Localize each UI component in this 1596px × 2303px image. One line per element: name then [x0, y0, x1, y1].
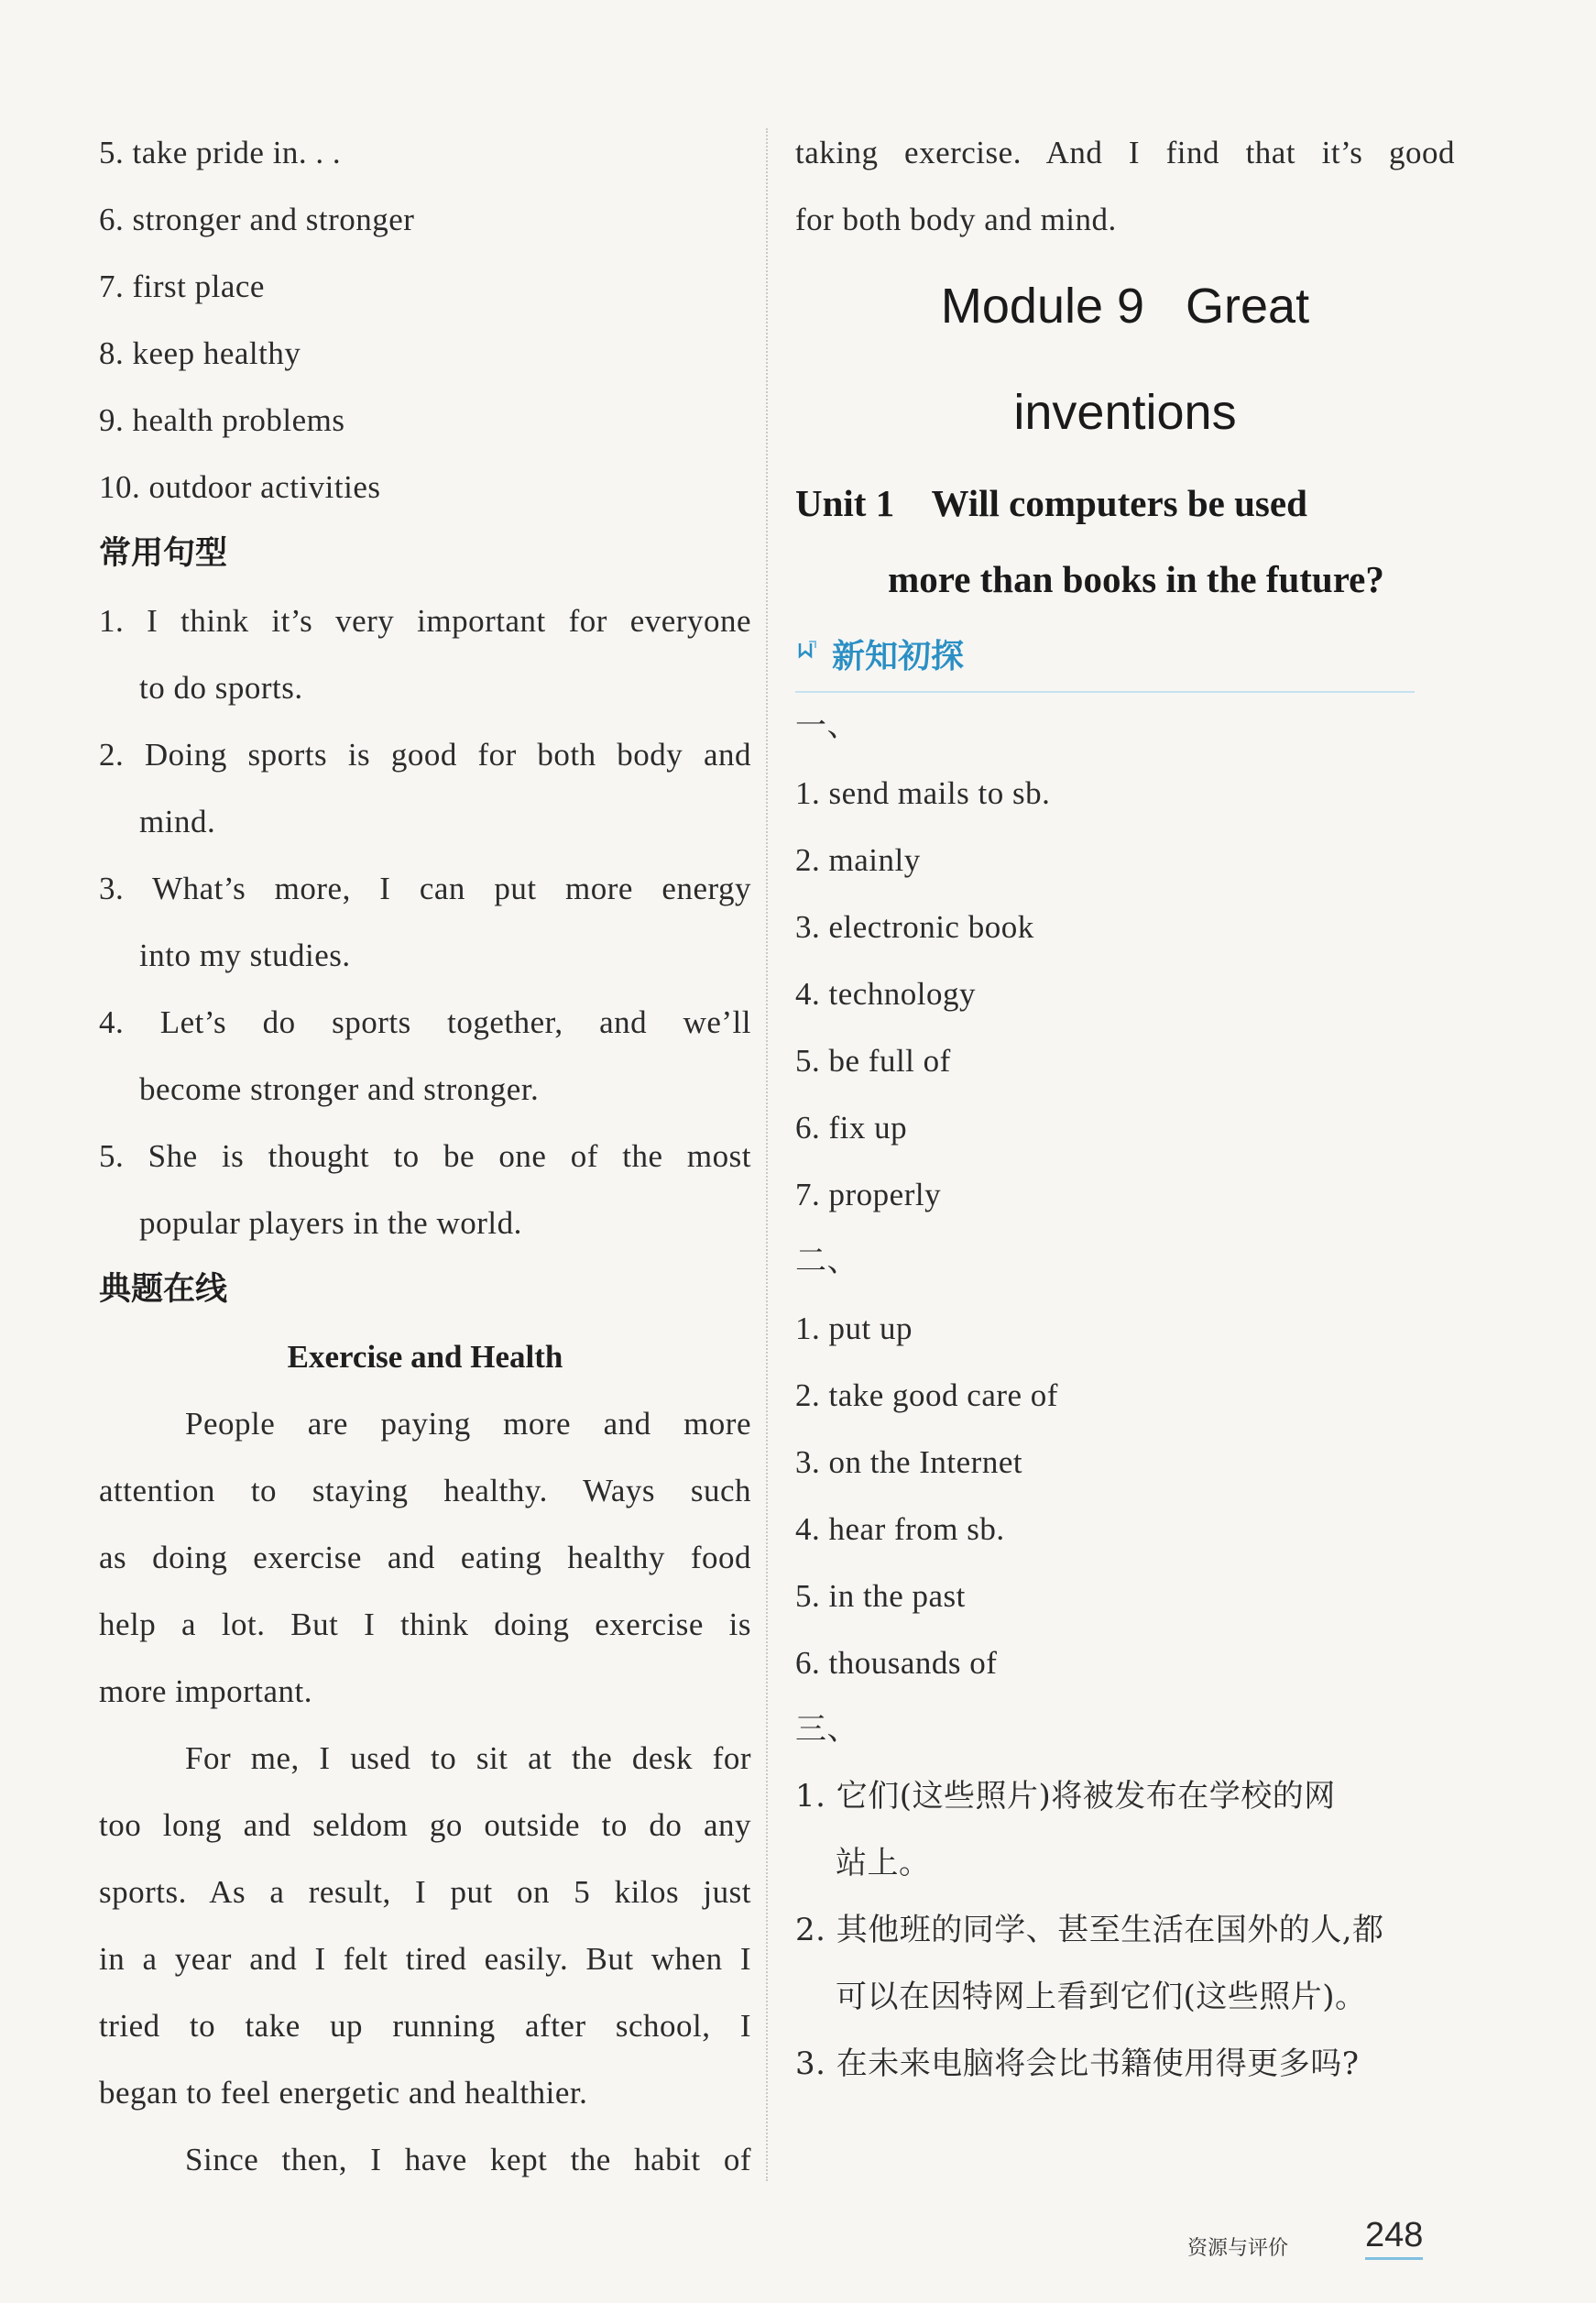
- essay-line: too long and seldom go outside to do any: [99, 1807, 751, 1843]
- essay-title: Exercise and Health: [287, 1339, 563, 1375]
- phrase-item: 6. stronger and stronger: [99, 202, 415, 237]
- translation-line: 1. 它们(这些照片)将被发布在学校的网: [795, 1778, 1336, 1815]
- left-column: [99, 119, 751, 2193]
- essay-line: for both body and mind.: [795, 202, 1117, 237]
- answer-item: 2. take good care of: [795, 1377, 1058, 1413]
- essay-line: For me, I used to sit at the desk for: [185, 1740, 751, 1776]
- unit-title: more than books in the future?: [888, 558, 1384, 600]
- answer-item: 7. properly: [795, 1177, 942, 1212]
- online-heading: 典题在线: [99, 1271, 228, 1308]
- essay-line: tried to take up running after school, I: [99, 2008, 751, 2044]
- sentence-line: become stronger and stronger.: [139, 1071, 540, 1107]
- translation-line: 可以在因特网上看到它们(这些照片)。: [836, 1979, 1367, 2015]
- answer-item: 1. put up: [795, 1311, 913, 1346]
- column-divider: [766, 128, 768, 2181]
- sentence-line: 2. Doing sports is good for both body and: [99, 737, 751, 773]
- answer-item: 3. on the Internet: [795, 1444, 1023, 1480]
- part-label: 三、: [795, 1711, 858, 1748]
- answer-item: 6. thousands of: [795, 1645, 998, 1681]
- part-label: 二、: [795, 1243, 858, 1279]
- translation-line: 3. 在未来电脑将会比书籍使用得更多吗?: [795, 2045, 1360, 2082]
- answer-item: 1. send mails to sb.: [795, 775, 1051, 811]
- essay-line: in a year and I felt tired easily. But when I: [99, 1941, 751, 1977]
- unit-title: Unit 1 Will computers be used: [795, 482, 1307, 524]
- sentence-line: 5. She is thought to be one of the most: [99, 1138, 751, 1174]
- answer-item: 6. fix up: [795, 1110, 908, 1146]
- module-title: Module 9 Great: [940, 279, 1310, 334]
- essay-line: taking exercise. And I find that it’s good: [795, 135, 1455, 170]
- phrase-item: 7. first place: [99, 269, 265, 304]
- answer-item: 3. electronic book: [795, 909, 1034, 945]
- essay-line: attention to staying healthy. Ways such: [99, 1473, 751, 1508]
- answer-item: 5. in the past: [795, 1578, 966, 1614]
- section-label: 新知初探: [832, 638, 965, 675]
- essay-line: sports. As a result, I put on 5 kilos just: [99, 1874, 751, 1910]
- answer-item: 4. technology: [795, 976, 977, 1012]
- sentences-heading: 常用句型: [99, 535, 228, 572]
- essay-line: began to feel energetic and healthier.: [99, 2075, 588, 2111]
- sentence-line: 1. I think it’s very important for everyone: [99, 603, 751, 639]
- footer-label: 资源与评价: [1187, 2237, 1289, 2260]
- sentence-line: into my studies.: [139, 938, 351, 973]
- page-number: 248: [1365, 2216, 1423, 2260]
- essay-line: Since then, I have kept the habit of: [185, 2142, 751, 2177]
- sentence-line: 4. Let’s do sports together, and we’ll: [99, 1004, 751, 1040]
- phrase-item: 5. take pride in. . .: [99, 135, 342, 170]
- bookmark-icon: [797, 640, 817, 660]
- essay-line: People are paying more and more: [185, 1406, 751, 1442]
- phrase-item: 8. keep healthy: [99, 335, 301, 371]
- answer-item: 4. hear from sb.: [795, 1511, 1005, 1547]
- sentence-line: to do sports.: [139, 670, 303, 706]
- section-banner: [795, 623, 1415, 693]
- phrase-item: 10. outdoor activities: [99, 469, 381, 505]
- essay-line: more important.: [99, 1673, 313, 1709]
- sentence-line: mind.: [139, 804, 216, 839]
- module-title: inventions: [1013, 385, 1237, 440]
- answer-item: 2. mainly: [795, 842, 921, 878]
- right-column: [795, 119, 1455, 2098]
- translation-line: 2. 其他班的同学、甚至生活在国外的人,都: [795, 1912, 1384, 1948]
- sentence-line: 3. What’s more, I can put more energy: [99, 871, 751, 906]
- part-label: 一、: [795, 707, 858, 744]
- phrase-item: 9. health problems: [99, 402, 345, 438]
- essay-line: help a lot. But I think doing exercise is: [99, 1607, 751, 1642]
- translation-line: 站上。: [836, 1845, 931, 1881]
- sentence-line: popular players in the world.: [139, 1205, 522, 1241]
- essay-line: as doing exercise and eating healthy food: [99, 1540, 751, 1575]
- answer-item: 5. be full of: [795, 1043, 951, 1079]
